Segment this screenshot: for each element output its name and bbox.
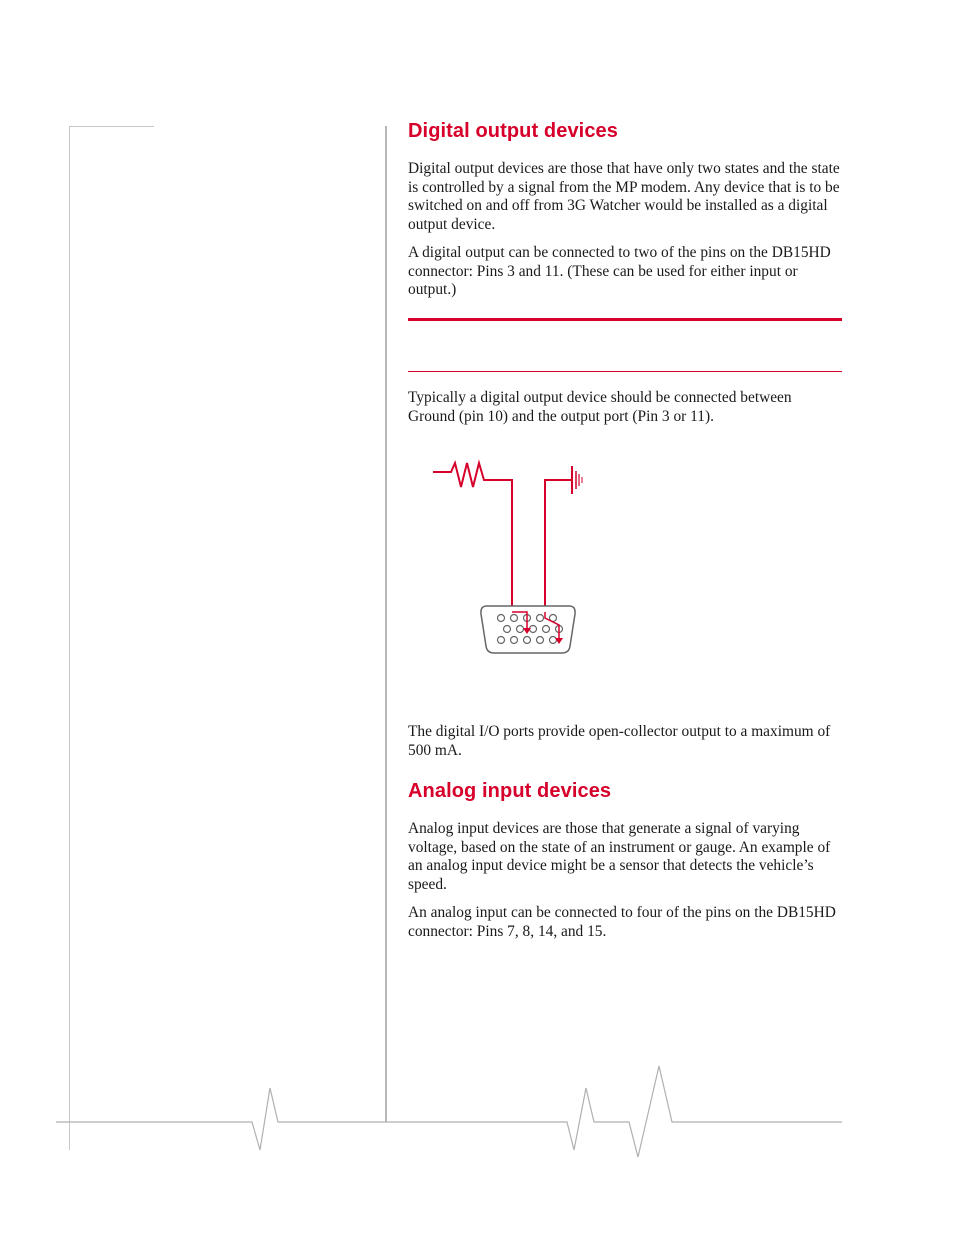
analog-input-text-1 (408, 820, 842, 895)
db15hd-connector (481, 606, 575, 653)
digital-output-heading: Digital output devices (408, 120, 619, 142)
digital-output-para-1: Digital output devices are those that have only two states and the state is controlled by a signal from the MP modem. Any device that is to be switched on and off from 3G Watcher would be installed as a digital output device. (408, 160, 840, 234)
digital-output-para-4: The digital I/O ports provide open-collector output to a maximum of 500 mA. (408, 723, 831, 759)
resistor-symbol (433, 463, 512, 612)
ground-symbol (545, 466, 582, 612)
digital-output-text-4 (408, 723, 842, 760)
analog-input-para-1: Analog input devices are those that generate a signal of varying voltage, based on the state of an instrument or gauge. An example of an analog input device might be a sensor that detects the vehicle’s speed. (408, 820, 831, 894)
digital-output-para-3: Typically a digital output device should be connected between Ground (pin 10) and the output port (Pin 3 or 11). (408, 389, 792, 425)
analog-input-heading: Analog input devices (408, 780, 612, 802)
footer-heartbeat-line (56, 1066, 842, 1157)
analog-input-text-2 (408, 904, 842, 941)
analog-input-section (408, 780, 842, 803)
digital-output-para-2: A digital output can be connected to two of the pins on the DB15HD connector: Pins 3 and 11. (These can be used for either input or output.) (408, 244, 831, 299)
analog-input-para-2: An analog input can be connected to four of the pins on the DB15HD connector: Pins 7, 8, 14, and 15. (408, 904, 836, 940)
